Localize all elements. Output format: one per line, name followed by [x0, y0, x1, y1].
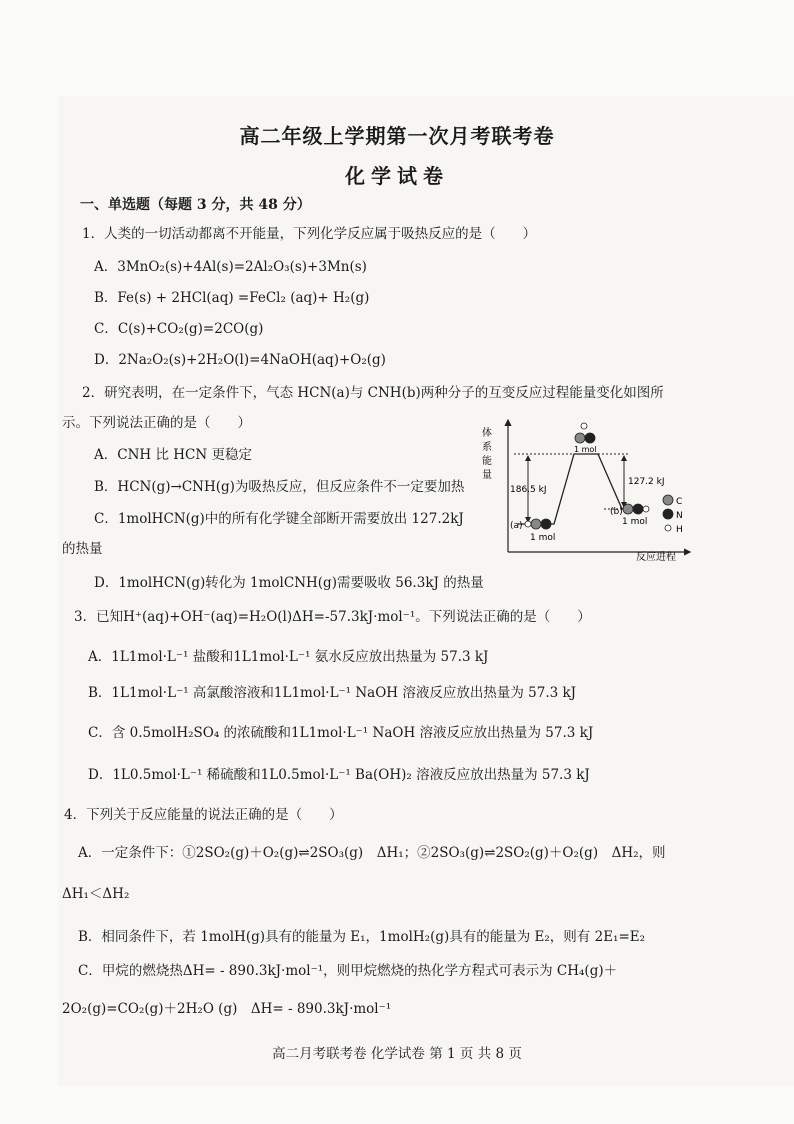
y-axis-label-4: 量: [482, 470, 492, 481]
q4-option-c: C．甲烷的燃烧热ΔH= - 890.3kJ·mol⁻¹，则甲烷燃烧的热化学方程式可表示为 CH₄(g)＋: [78, 963, 618, 979]
exam-title: 高二年级上学期第一次月考联考卷: [239, 124, 555, 148]
page-footer: 高二月考联考卷 化学试卷 第 1 页 共 8 页: [272, 1046, 522, 1062]
q1-option-c: C．C(s)+CO₂(g)=2CO(g): [94, 321, 264, 337]
q4-option-c-cont: 2O₂(g)=CO₂(g)＋2H₂O (g) ΔH= - 890.3kJ·mol⁻¹: [62, 1001, 392, 1017]
q2-stem-line1: 2．研究表明，在一定条件下，气态 HCN(a)与 CNH(b)两种分子的互变反应过程能量变化如图所: [82, 385, 664, 401]
legend-c-label: C: [676, 497, 683, 507]
mol-label-b: 1 mol: [622, 517, 648, 527]
q4-option-a: A．一定条件下：①2SO₂(g)＋O₂(g)⇌2SO₃(g) ΔH₁；②2SO₃(g)⇌2SO₂(g)＋O₂(g) ΔH₂，则: [78, 845, 666, 861]
x-axis-label: 反应进程: [636, 552, 676, 562]
q1-option-d: D．2Na₂O₂(s)+2H₂O(l)=4NaOH(aq)+O₂(g): [94, 352, 386, 368]
y-axis-label-2: 系: [482, 442, 492, 453]
q1-option-a: A．3MnO₂(s)+4Al(s)=2Al₂O₃(s)+3Mn(s): [94, 259, 367, 275]
q2-option-c: C．1molHCN(g)中的所有化学键全部断开需要放出 127.2kJ: [94, 511, 464, 527]
mol-label-a: 1 mol: [530, 533, 556, 543]
state-b-label: (b): [610, 507, 623, 517]
energy-diagram: [478, 412, 694, 562]
state-a-label: (a): [510, 521, 523, 531]
energy-label-right: 127.2 kJ: [628, 477, 665, 487]
atom-c-b: [623, 504, 633, 514]
q2-option-b: B．HCN(g)→CNH(g)为吸热反应，但反应条件不一定要加热: [94, 479, 465, 495]
q4-option-b: B．相同条件下，若 1molH(g)具有的能量为 E₁，1molH₂(g)具有的能量为 E₂，则有 2E₁=E₂: [78, 929, 646, 945]
q3-option-a: A．1L1mol·L⁻¹ 盐酸和1L1mol·L⁻¹ 氨水反应放出热量为 57.3 kJ: [88, 649, 489, 665]
q3-option-b: B．1L1mol·L⁻¹ 高氯酸溶液和1L1mol·L⁻¹ NaOH 溶液反应放出热量为 57.3 kJ: [88, 685, 577, 701]
atom-n-b: [633, 504, 643, 514]
energy-label-left: 186.5 kJ: [510, 485, 547, 495]
q1-option-b: B．Fe(s) + 2HCl(aq) =FeCl₂ (aq)+ H₂(g): [94, 290, 370, 306]
legend-h-icon: [665, 525, 671, 531]
mol-label-ts: 1 mol: [574, 445, 597, 454]
q2-option-a: A．CNH 比 HCN 更稳定: [94, 447, 252, 463]
atom-n-a: [541, 519, 551, 529]
legend-h-label: H: [676, 525, 683, 535]
q2-option-c-cont: 的热量: [62, 541, 103, 557]
q2-stem-line2: 示。下列说法正确的是（ ）: [62, 415, 251, 431]
atom-c-ts: [575, 433, 585, 443]
q3-stem: 3．已知H⁺(aq)+OH⁻(aq)=H₂O(l)ΔH=-57.3kJ·mol⁻¹。下列说法正确的是（ ）: [74, 609, 591, 625]
legend-n-label: N: [676, 511, 683, 521]
subject-title: 化学试卷: [345, 164, 449, 188]
atom-h-b: [643, 506, 649, 512]
atom-c-a: [531, 519, 541, 529]
legend-c-icon: [663, 495, 673, 505]
atom-h-ts: [581, 423, 587, 429]
q2-option-d: D．1molHCN(g)转化为 1molCNH(g)需要吸收 56.3kJ 的热量: [94, 575, 484, 591]
atom-n-ts: [585, 433, 595, 443]
q3-option-d: D．1L0.5mol·L⁻¹ 稀硫酸和1L0.5mol·L⁻¹ Ba(OH)₂ 溶液反应放出热量为 57.3 kJ: [88, 767, 590, 783]
atom-h-a: [525, 521, 531, 527]
legend-n-icon: [663, 509, 673, 519]
q4-option-a-cont: ΔH₁＜ΔH₂: [62, 886, 130, 902]
y-axis-label-1: 体: [482, 428, 492, 439]
y-axis-label-3: 能: [482, 456, 492, 467]
q4-stem: 4．下列关于反应能量的说法正确的是（ ）: [64, 807, 343, 823]
q1-stem: 1．人类的一切活动都离不开能量，下列化学反应属于吸热反应的是（ ）: [82, 226, 537, 242]
section-heading: 一、单选题（每题 3 分，共 48 分）: [80, 197, 311, 213]
q3-option-c: C．含 0.5molH₂SO₄ 的浓硫酸和1L1mol·L⁻¹ NaOH 溶液反应放出热量为 57.3 kJ: [88, 725, 594, 741]
